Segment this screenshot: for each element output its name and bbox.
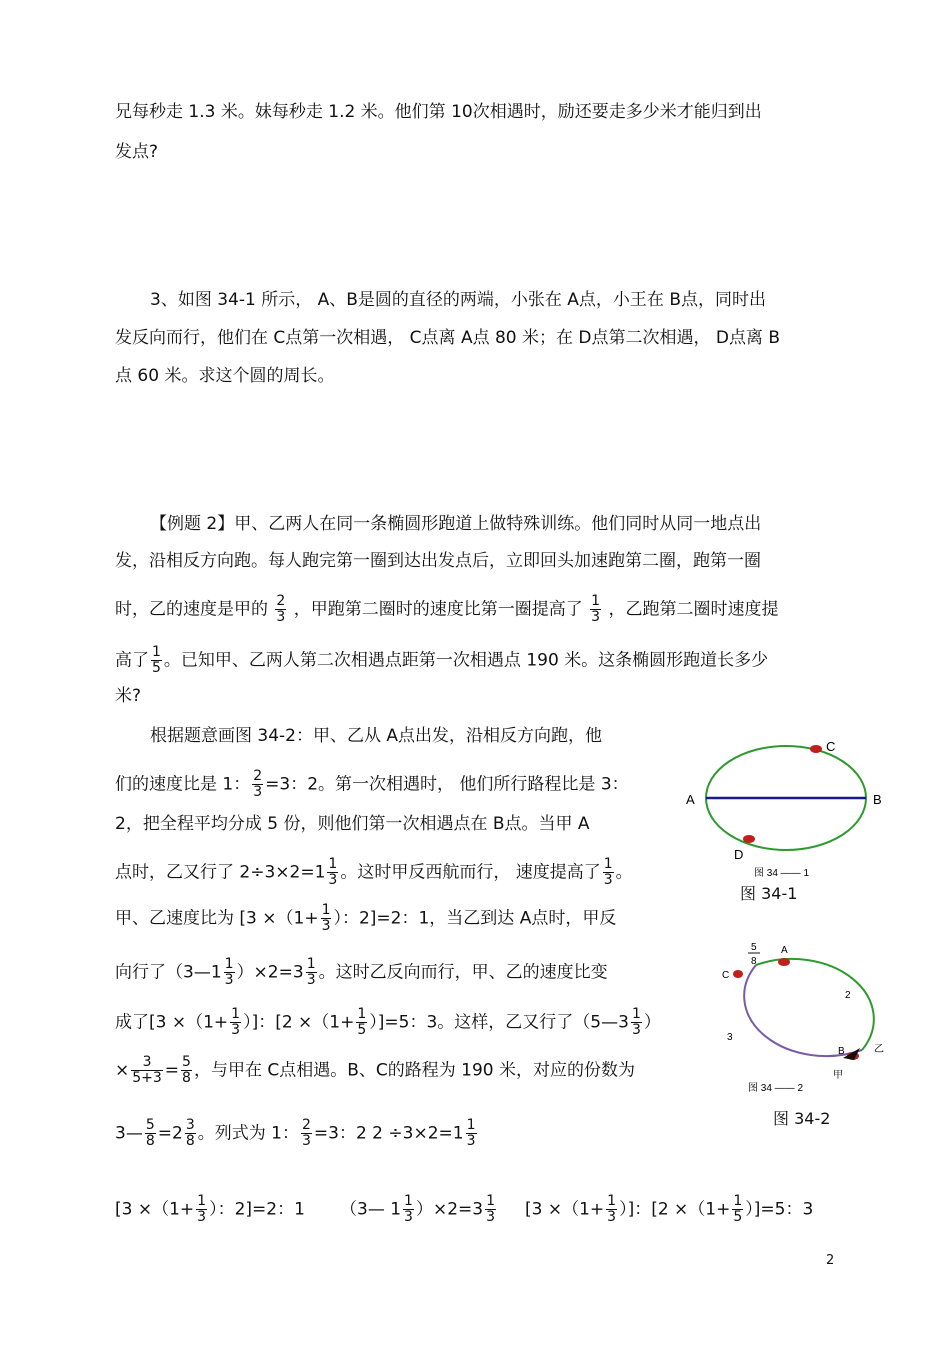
text-span: =3：2 2 ÷3×2=1 bbox=[313, 1123, 464, 1144]
label-c: C bbox=[722, 970, 730, 981]
text-line: 点 60 米。求这个圆的周长。 bbox=[115, 366, 335, 386]
text-line bbox=[115, 903, 616, 934]
text-span: 。 bbox=[615, 862, 633, 883]
text-line bbox=[115, 1194, 305, 1225]
fraction: $\frac{1}{5}$ bbox=[152, 644, 161, 676]
text-span: 时，乙的速度是甲的 bbox=[115, 599, 268, 620]
text-span: =2 bbox=[157, 1123, 183, 1144]
text-span: ）]：[2 ×（1+ bbox=[243, 1012, 355, 1033]
fraction: $\frac{1}{3}$ bbox=[404, 1193, 413, 1225]
text-line bbox=[340, 1194, 498, 1225]
text-line: 兄每秒走 1.3 米。妹每秒走 1.2 米。他们第 10次相遇时，励还要走多少米才能归到出 bbox=[115, 102, 762, 122]
text-span: ）]：[2 ×（1+ bbox=[619, 1199, 731, 1220]
text-line: 发点? bbox=[115, 142, 159, 162]
label-jia: 甲 bbox=[833, 1070, 843, 1081]
text-line: 发反向而行，他们在 C点第一次相遇， C点离 A点 80 米；在 D点第二次相遇， D点离 B bbox=[115, 328, 781, 348]
fraction: $\frac{1}{3}$ bbox=[603, 856, 613, 888]
fig-small-caption: 图 34 —— 2 bbox=[748, 1083, 804, 1094]
text-span: 。已知甲、乙两人第二次相遇点距第一次相遇点 190 米。这条椭圆形跑道长多少 bbox=[163, 650, 769, 671]
fraction: $\frac{3}{8}$ bbox=[185, 1117, 195, 1149]
text-span: ）：2]=2：1，当乙到达 A点时，甲反 bbox=[333, 908, 617, 929]
fraction: $\frac{1}{3}$ bbox=[306, 956, 316, 988]
text-span: =3：2。第一次相遇时， 他们所行路程比是 3： bbox=[265, 774, 629, 795]
text-line bbox=[115, 1007, 661, 1038]
text-span: 。列式为 1： bbox=[197, 1123, 299, 1144]
fraction: $\frac{1}{3}$ bbox=[328, 856, 338, 888]
text-span: 3— bbox=[115, 1123, 143, 1144]
fraction: $\frac{1}{3}$ bbox=[197, 1193, 207, 1225]
point-a-dot bbox=[778, 958, 790, 966]
point-d-dot bbox=[743, 835, 755, 843]
text-line: 3、如图 34-1 所示， A、B是圆的直径的两端，小张在 A点，小王在 B点，同时出 bbox=[150, 290, 766, 310]
arc-purple bbox=[744, 965, 862, 1056]
point-c-dot bbox=[733, 970, 743, 978]
label-a: A bbox=[686, 792, 695, 807]
text-span: 。这时乙反向而行，甲、乙的速度比变 bbox=[318, 962, 608, 983]
text-span: ）：2]=2：1 bbox=[209, 1199, 305, 1220]
text-span: × bbox=[115, 1060, 130, 1081]
figure-34-2 bbox=[700, 938, 890, 1098]
text-span: （3— 1 bbox=[340, 1199, 402, 1220]
frac-den: 8 bbox=[751, 956, 757, 967]
fraction: $\frac{1}{3}$ bbox=[231, 1006, 241, 1038]
figure-caption: 图 34-1 bbox=[740, 884, 798, 903]
fraction: $\frac{1}{3}$ bbox=[631, 1006, 641, 1038]
text-line: 根据题意画图 34-2：甲、乙从 A点出发，沿相反方向跑，他 bbox=[150, 726, 603, 746]
text-line bbox=[115, 769, 629, 800]
text-span: 高了 bbox=[115, 650, 149, 671]
label-a: A bbox=[781, 945, 788, 956]
label-2: 2 bbox=[845, 990, 851, 1001]
text-span: ，与甲在 C点相遇。B、C的路程为 190 米，对应的份数为 bbox=[193, 1060, 636, 1081]
text-line bbox=[115, 1118, 479, 1149]
text-span: ，乙跑第二圈时速度提 bbox=[608, 599, 779, 620]
text-span: = bbox=[164, 1060, 180, 1081]
fraction: $\frac{1}{3}$ bbox=[224, 956, 234, 988]
fraction: $\frac{2}{3}$ bbox=[276, 593, 286, 625]
text-span: 点时，乙又行了 2÷3×2=1 bbox=[115, 862, 326, 883]
text-line bbox=[115, 1055, 635, 1086]
fraction: $\frac{3}{5+3}$ bbox=[132, 1054, 162, 1086]
text-span: [3 ×（1+ bbox=[115, 1199, 195, 1220]
text-line: 【例题 2】甲、乙两人在同一条椭圆形跑道上做特殊训练。他们同时从同一地点出 bbox=[150, 514, 762, 534]
arc-green bbox=[756, 959, 874, 1050]
fraction: $\frac{5}{8}$ bbox=[145, 1117, 155, 1149]
text-line bbox=[525, 1194, 813, 1225]
fraction: $\frac{2}{3}$ bbox=[253, 768, 263, 800]
text-span: 向行了（3—1 bbox=[115, 962, 222, 983]
text-line bbox=[115, 857, 633, 888]
fraction: $\frac{5}{8}$ bbox=[182, 1054, 191, 1086]
fraction: $\frac{1}{5}$ bbox=[733, 1193, 743, 1225]
text-span: 成了[3 ×（1+ bbox=[115, 1012, 229, 1033]
fraction: $\frac{2}{3}$ bbox=[301, 1117, 311, 1149]
text-line: 2，把全程平均分成 5 份，则他们第一次相遇点在 B点。当甲 A bbox=[115, 814, 590, 834]
fraction: $\frac{1}{5}$ bbox=[357, 1006, 367, 1038]
label-b: B bbox=[873, 792, 882, 807]
fraction: $\frac{1}{3}$ bbox=[466, 1117, 476, 1149]
fig-small-caption: 图 34 —— 1 bbox=[754, 868, 810, 879]
text-span: 们的速度比是 1： bbox=[115, 774, 251, 795]
frac-num: 5 bbox=[751, 942, 757, 953]
point-c-dot bbox=[810, 745, 822, 753]
text-span: ）]=5：3 bbox=[745, 1199, 814, 1220]
fraction: $\frac{1}{3}$ bbox=[591, 593, 601, 625]
page-number: 2 bbox=[826, 1253, 835, 1268]
text-span: 甲、乙速度比为 [3 ×（1+ bbox=[115, 908, 319, 929]
figure-34-1 bbox=[680, 735, 900, 880]
text-line bbox=[115, 957, 608, 988]
text-span: ）×2=3 bbox=[415, 1199, 484, 1220]
text-line: 米? bbox=[115, 686, 142, 706]
text-span: ）]=5：3。这样，乙又行了（5—3 bbox=[369, 1012, 629, 1033]
fraction: $\frac{1}{3}$ bbox=[607, 1193, 617, 1225]
fraction: $\frac{1}{3}$ bbox=[321, 902, 331, 934]
text-span: ，甲跑第二圈时的速度比第一圈提高了 bbox=[293, 599, 583, 620]
text-line bbox=[115, 594, 778, 625]
label-c: C bbox=[826, 739, 836, 754]
fraction: $\frac{1}{3}$ bbox=[486, 1193, 496, 1225]
figure-caption: 图 34-2 bbox=[773, 1109, 831, 1128]
label-3: 3 bbox=[727, 1032, 733, 1043]
text-span: ） bbox=[643, 1012, 661, 1033]
label-b: B bbox=[838, 1046, 845, 1057]
text-line: 发，沿相反方向跑。每人跑完第一圈到达出发点后，立即回头加速跑第二圈，跑第一圈 bbox=[115, 551, 761, 571]
text-span: [3 ×（1+ bbox=[525, 1199, 605, 1220]
text-span: ）×2=3 bbox=[236, 962, 304, 983]
text-span: 。这时甲反西航而行， 速度提高了 bbox=[340, 862, 601, 883]
label-d: D bbox=[734, 847, 744, 862]
text-line bbox=[115, 645, 768, 676]
label-yi: 乙 bbox=[874, 1044, 884, 1055]
